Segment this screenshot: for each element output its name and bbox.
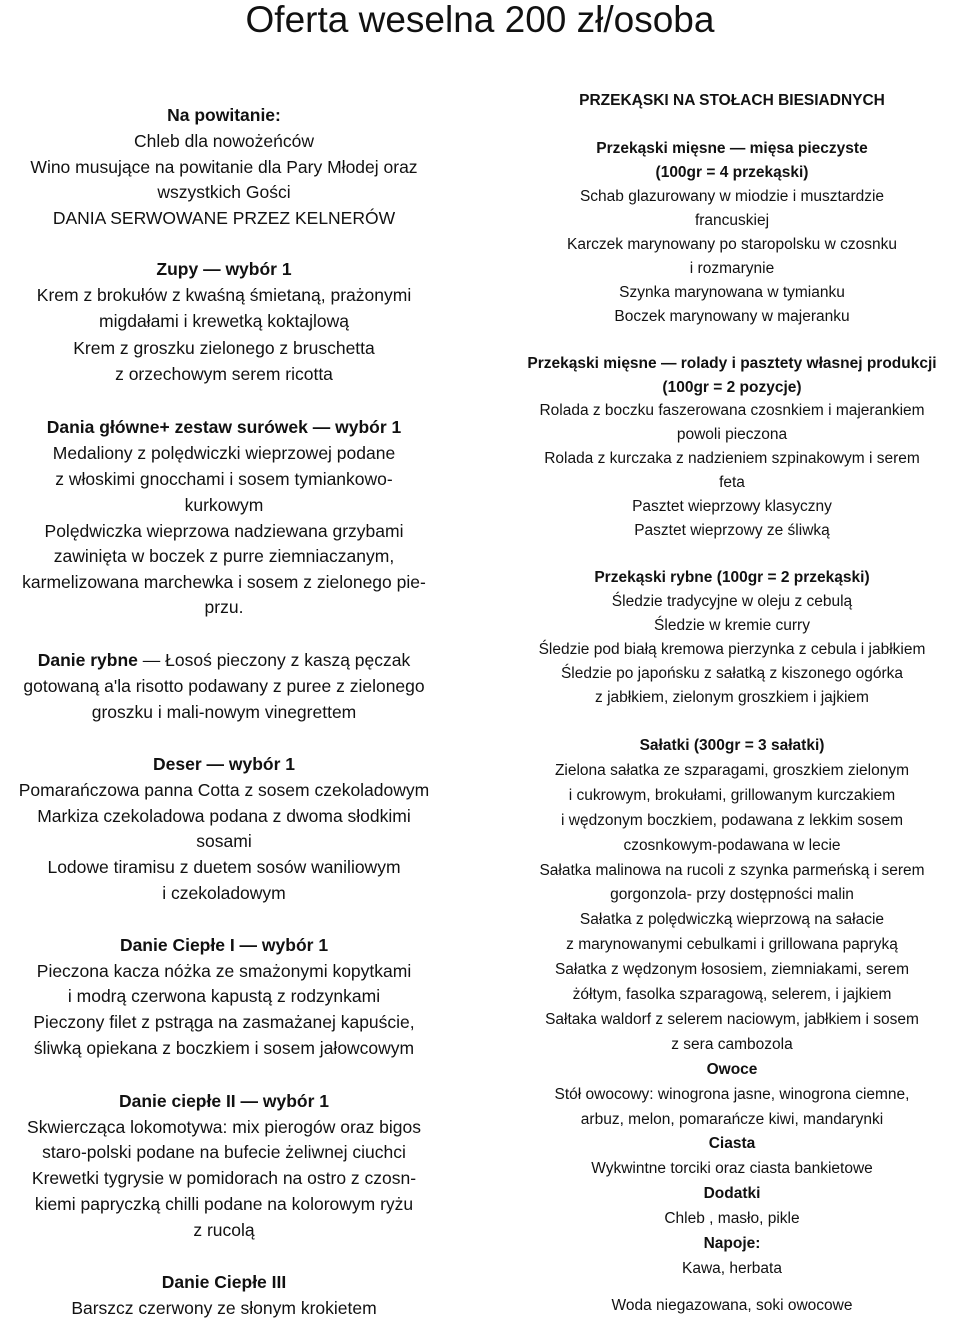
menu-line: kiemi papryczką chilli podane na kolorowym ryżu [34, 1194, 414, 1214]
appetizer-line: Schab glazurowany w miodzie i musztardzie [579, 188, 885, 205]
menu-heading: Danie Ciepłe III [161, 1272, 287, 1292]
appetizer-heading: Owoce [706, 1061, 758, 1078]
appetizer-line: Woda niegazowana, soki owocowe [611, 1297, 853, 1314]
appetizer-line: powoli pieczona [676, 426, 788, 443]
appetizer-heading: Ciasta [708, 1135, 756, 1152]
menu-heading: Zupy — wybór 1 [156, 259, 292, 279]
menu-line: Krem z brokułów z kwaśną śmietaną, prażonymi [36, 285, 412, 305]
menu-line: wszystkich Gości [157, 182, 291, 202]
menu-line: i modrą czerwona kapustą z rodzynkami [67, 986, 381, 1006]
menu-line: migdałami i krewetką koktajlową [99, 311, 349, 331]
menu-line: Skwiercząca lokomotywa: mix pierogów oraz bigos [27, 1117, 421, 1137]
menu-line: Krewetki tygrysie w pomidorach na ostro z czosn- [31, 1168, 417, 1188]
appetizer-line: i wędzonym boczkiem, podawana z lekkim sosem [561, 812, 903, 829]
menu-heading: Dania główne+ zestaw surówek — wybór 1 [46, 417, 402, 437]
menu-line: gotowaną a'la risotto podawany z puree z zielonego [23, 676, 425, 696]
appetizer-line: Chleb , masło, pikle [664, 1210, 800, 1227]
appetizer-line: Sałtaka waldorf z selerem naciowym, jabłkiem i sosem [545, 1011, 919, 1028]
menu-line: śliwką opiekana z boczkiem i sosem jałowcowym [33, 1038, 415, 1058]
menu-heading: Danie ciepłe II — wybór 1 [118, 1091, 330, 1111]
appetizer-line: czosnkowym-podawana w lecie [623, 837, 841, 854]
menu-line: przu. [204, 597, 244, 617]
appetizer-line: Szynka marynowana w tymianku [619, 284, 845, 301]
appetizer-line: Karczek marynowany po staropolsku w czosnku [567, 236, 897, 253]
appetizer-line: Kawa, herbata [682, 1260, 782, 1277]
menu-line: Barszcz czerwony ze słonym krokietem [71, 1298, 377, 1318]
menu-line: Chleb dla nowożeńców [134, 131, 314, 151]
appetizer-line: Śledzie pod białą kremowa pierzynka z cebula i jabłkiem [538, 641, 926, 658]
appetizer-line: Boczek marynowany w majeranku [614, 308, 850, 325]
appetizer-line: Sałatka z wędzonym łososiem, ziemniakami, serem [554, 961, 910, 978]
appetizer-line: Zielona sałatka ze szparagami, groszkiem zielonym [554, 762, 910, 779]
menu-heading: Danie Ciepłe I — wybór 1 [119, 935, 329, 955]
appetizer-heading: Przekąski mięsne — mięsa pieczyste [596, 140, 868, 157]
appetizer-line: żółtym, fasolka szparagową, selerem, i jajkiem [572, 986, 892, 1003]
menu-heading: Danie rybne — Łosoś pieczony z kaszą pęczak [37, 650, 411, 670]
appetizer-line: Sałatka malinowa na rucoli z szynka parmeńską i serem [539, 862, 925, 879]
menu-line: Krem z groszku zielonego z bruschetta [73, 338, 375, 358]
appetizer-line: z marynowanymi cebulkami i grillowana papryką [566, 936, 898, 953]
menu-line: kurkowym [184, 495, 264, 515]
appetizer-heading: Sałatki (300gr = 3 sałatki) [639, 737, 825, 754]
appetizer-line: Pasztet wieprzowy ze śliwką [634, 522, 830, 539]
menu-line: DANIA SERWOWANE PRZEZ KELNERÓW [52, 208, 396, 228]
appetizer-heading: Przekąski mięsne — rolady i pasztety własnej produkcji [527, 355, 937, 372]
appetizer-line: Rolada z boczku faszerowana czosnkiem i majerankiem [539, 402, 925, 419]
appetizer-line: gorgonzola- przy dostępności malin [610, 886, 854, 903]
menu-line: zawinięta w boczek z purre ziemniaczanym, [53, 546, 395, 566]
menu-line: Wino musujące na powitanie dla Pary Młodej oraz [30, 157, 418, 177]
menu-line: Lodowe tiramisu z duetem sosów waniliowym [47, 857, 401, 877]
appetizer-line: feta [719, 474, 745, 491]
appetizer-line: Rolada z kurczaka z nadzieniem szpinakowym i serem [544, 450, 920, 467]
menu-line: Pieczona kacza nóżka ze smażonymi kopytkami [36, 961, 412, 981]
menu-line: groszku i mali-nowym vinegrettem [91, 702, 357, 722]
appetizer-line: i cukrowym, brokułami, grillowanym kurczakiem [568, 787, 896, 804]
appetizer-line: z jabłkiem, zielonym groszkiem i jajkiem [595, 689, 869, 706]
appetizer-line: Stół owocowy: winogrona jasne, winogrona ciemne, [554, 1086, 910, 1103]
appetizer-line: Śledzie po japońsku z sałatką z kiszonego ogórka [560, 665, 904, 682]
appetizer-heading: (100gr = 4 przekąski) [655, 164, 809, 181]
appetizer-line: arbuz, melon, pomarańcze kiwi, mandarynki [580, 1111, 884, 1128]
appetizer-line: i rozmarynie [689, 260, 775, 277]
menu-heading: Na powitanie: [167, 105, 281, 125]
menu-line: Pieczony filet z pstrąga na zasmażanej kapuście, [33, 1012, 415, 1032]
appetizer-line: Śledzie tradycyjne w oleju z cebulą [611, 593, 853, 610]
menu-heading: Deser — wybór 1 [153, 754, 295, 774]
menu-line: Polędwiczka wieprzowa nadziewana grzybami [44, 521, 404, 541]
appetizer-heading: Dodatki [703, 1185, 761, 1202]
menu-line: z włoskimi gnocchami i sosem tymiankowo- [55, 469, 393, 489]
appetizer-line: Sałatka z polędwiczką wieprzową na sałacie [579, 911, 885, 928]
menu-line: staro-polski podane na bufecie żeliwnej ciuchci [42, 1142, 406, 1162]
menu-line: z orzechowym serem ricotta [115, 364, 333, 384]
appetizer-heading: Napoje: [703, 1235, 761, 1252]
appetizer-line: Wykwintne torciki oraz ciasta bankietowe [591, 1160, 873, 1177]
menu-line: Markiza czekoladowa podana z dwoma słodkimi [37, 806, 411, 826]
appetizer-heading: (100gr = 2 pozycje) [662, 379, 802, 396]
appetizer-heading: PRZEKĄSKI NA STOŁACH BIESIADNYCH [579, 92, 885, 109]
page-title: Oferta weselna 200 zł/osoba [245, 0, 715, 40]
menu-line: karmelizowana marchewka i sosem z zielonego pie- [22, 572, 426, 592]
menu-line: Pomarańczowa panna Cotta z sosem czekoladowym [18, 780, 430, 800]
appetizer-heading: Przekąski rybne (100gr = 2 przekąski) [594, 569, 870, 586]
appetizer-line: Śledzie w kremie curry [654, 617, 810, 634]
appetizer-line: z sera cambozola [671, 1036, 793, 1053]
menu-line: z rucolą [193, 1220, 255, 1240]
appetizer-line: Pasztet wieprzowy klasyczny [632, 498, 832, 515]
menu-line: i czekoladowym [162, 883, 286, 903]
menu-line: sosami [196, 831, 252, 851]
appetizer-line: francuskiej [694, 212, 770, 229]
menu-line: Medaliony z polędwiczki wieprzowej podane [52, 443, 396, 463]
